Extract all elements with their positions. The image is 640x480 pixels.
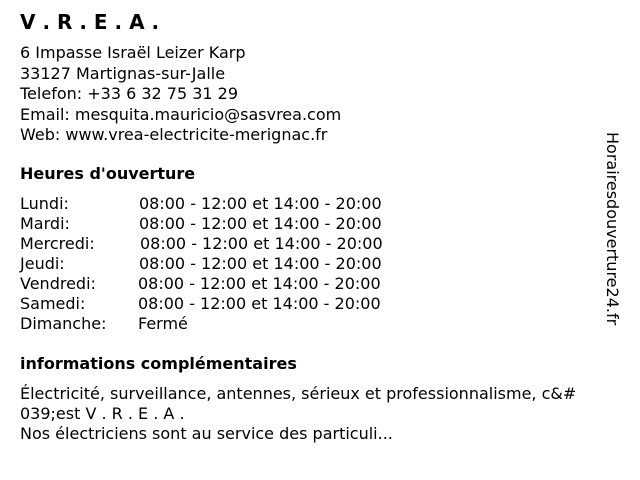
contact-block: [20, 43, 341, 146]
time-value: 08:00 - 12:00 et 14:00 - 20:00: [139, 254, 382, 273]
info-line: Nos électriciens sont au service des particuli...: [20, 424, 393, 443]
address-city: 33127 Martignas-sur-Jalle: [20, 63, 226, 83]
time-value: 08:00 - 12:00 et 14:00 - 20:00: [138, 274, 381, 293]
time-value: Fermé: [138, 314, 188, 333]
day-label: Mardi:: [20, 214, 70, 233]
email-line: Email: mesquita.mauricio@sasvrea.com: [20, 104, 342, 124]
website-line: Web: www.vrea-electricite-merignac.fr: [20, 125, 328, 144]
time-value: 08:00 - 12:00 et 14:00 - 20:00: [140, 234, 383, 253]
day-label: Jeudi:: [20, 254, 65, 273]
day-label: Vendredi:: [20, 274, 96, 293]
info-description: [20, 384, 577, 444]
day-label: Mercredi:: [20, 234, 95, 253]
info-line: 039;est V . R . E . A .: [20, 404, 185, 423]
business-name: V . R . E . A .: [20, 10, 160, 34]
info-line: Électricité, surveillance, antennes, sérieux et professionnalisme, c&#: [20, 384, 577, 403]
day-label: Dimanche:: [20, 314, 107, 333]
time-value: 08:00 - 12:00 et 14:00 - 20:00: [139, 194, 382, 213]
address-street: 6 Impasse Israël Leizer Karp: [20, 43, 246, 62]
time-value: 08:00 - 12:00 et 14:00 - 20:00: [138, 294, 381, 313]
info-heading: informations complémentaires: [20, 354, 297, 373]
site-watermark: Horairesdouverture24.fr: [603, 132, 622, 326]
day-label: Lundi:: [20, 194, 69, 213]
day-label: Samedi:: [20, 294, 86, 313]
hours-heading: Heures d'ouverture: [20, 164, 196, 183]
phone-line: Telefon: +33 6 32 75 31 29: [20, 84, 239, 103]
time-value: 08:00 - 12:00 et 14:00 - 20:00: [139, 214, 382, 233]
